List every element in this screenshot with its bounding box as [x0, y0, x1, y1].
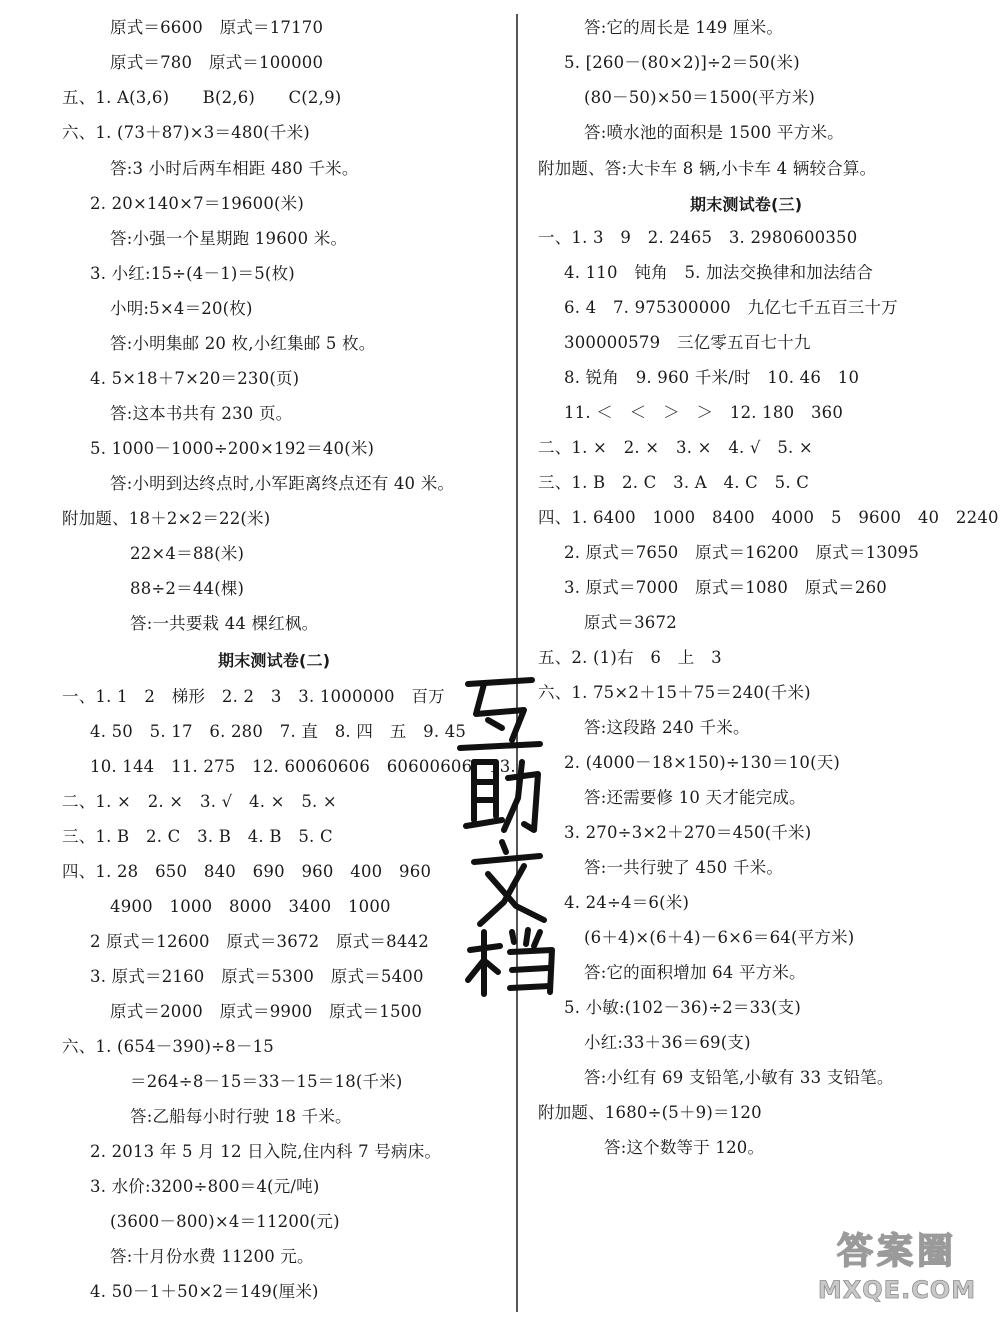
answer-line: 11. ＜ ＜ ＞ ＞ 12. 180 360	[564, 403, 844, 422]
answer-line: (6＋4)×(6＋4)－6×6＝64(平方米)	[584, 928, 855, 947]
answer-line: 300000579 三亿零五百七十九	[564, 333, 811, 352]
answer-line: ＝264÷8－15＝33－15＝18(千米)	[130, 1072, 403, 1091]
answer-line: 二、1. × 2. × 3. × 4. √ 5. ×	[538, 438, 813, 457]
answer-line: 5. [260－(80×2)]÷2＝50(米)	[564, 53, 800, 72]
watermark-url: MXQE.COM	[817, 1276, 977, 1304]
answer-line: 3. 270÷3×2＋270＝450(千米)	[564, 823, 812, 842]
answer-line: 答:乙船每小时行驶 18 千米。	[130, 1107, 352, 1126]
answer-line: 答:还需要修 10 天才能完成。	[584, 788, 806, 807]
answer-line: 小明:5×4＝20(枚)	[110, 299, 253, 318]
answer-line: 答:一共行驶了 450 千米。	[584, 858, 784, 877]
section-title: 期末测试卷(三)	[690, 195, 803, 214]
answer-line: 三、1. B 2. C 3. B 4. B 5. C	[62, 827, 333, 846]
answer-line: 3. 原式＝2160 原式＝5300 原式＝5400	[90, 967, 424, 986]
answer-line: 4. 24÷4＝6(米)	[564, 893, 690, 912]
answer-line: 88÷2＝44(棵)	[130, 579, 245, 598]
answer-line: 答:这个数等于 120。	[604, 1138, 765, 1157]
answer-line: 3. 小红:15÷(4－1)＝5(枚)	[90, 264, 295, 283]
answer-line: 2 原式＝12600 原式＝3672 原式＝8442	[90, 932, 429, 951]
answer-line: 答:小强一个星期跑 19600 米。	[110, 229, 348, 248]
answer-line: 四、1. 28 650 840 690 960 400 960	[62, 862, 432, 881]
answer-line: 4900 1000 8000 3400 1000	[110, 897, 391, 916]
answer-line: 8. 锐角 9. 960 千米/时 10. 46 10	[564, 368, 860, 387]
answer-line: 答:3 小时后两车相距 480 千米。	[110, 159, 359, 178]
answer-line: 2. 2013 年 5 月 12 日入院,住内科 7 号病床。	[90, 1142, 442, 1161]
answer-line: 答:一共要栽 44 棵红枫。	[130, 614, 319, 633]
answer-line: 原式＝3672	[584, 613, 677, 632]
answer-line: 4. 50 5. 17 6. 280 7. 直 8. 四 五 9. 45	[90, 722, 467, 741]
answer-line: 22×4＝88(米)	[130, 544, 245, 563]
watermark-logo: 答案圈	[836, 1231, 957, 1272]
answer-line: 答:十月份水费 11200 元。	[110, 1247, 314, 1266]
answer-line: 原式＝780 原式＝100000	[110, 53, 324, 72]
answer-line: 附加题、答:大卡车 8 辆,小卡车 4 辆较合算。	[538, 159, 877, 178]
answer-line: 四、1. 6400 1000 8400 4000 5 9600 40 2240	[538, 508, 999, 527]
answer-line: (80－50)×50＝1500(平方米)	[584, 88, 816, 107]
answer-line: 6. 4 7. 975300000 九亿七千五百三十万	[564, 298, 898, 317]
answer-line: 3. 水价:3200÷800＝4(元/吨)	[90, 1177, 320, 1196]
handwritten-stamp	[440, 670, 580, 1000]
answer-line: 六、1. (654－390)÷8－15	[62, 1037, 274, 1056]
answer-line: 五、2. (1)右 6 上 3	[538, 648, 722, 667]
answer-line: 五、1. A(3,6) B(2,6) C(2,9)	[62, 88, 342, 107]
answer-line: 5. 小敏:(102－36)÷2＝33(支)	[564, 998, 802, 1017]
answer-line: 2. 原式＝7650 原式＝16200 原式＝13095	[564, 543, 920, 562]
answer-line: 答:喷水池的面积是 1500 平方米。	[584, 123, 844, 142]
answer-line: 六、1. 75×2＋15＋75＝240(千米)	[538, 683, 811, 702]
answer-line: 10. 144 11. 275 12. 60060606 60600606 13.	[90, 757, 516, 776]
answer-line: 答:小红有 69 支铅笔,小敏有 33 支铅笔。	[584, 1068, 894, 1087]
answer-line: 二、1. × 2. × 3. √ 4. × 5. ×	[62, 792, 337, 811]
answer-line: 一、1. 3 9 2. 2465 3. 2980600350	[538, 228, 858, 247]
answer-line: (3600－800)×4＝11200(元)	[110, 1212, 340, 1231]
answer-line: 4. 5×18＋7×20＝230(页)	[90, 369, 300, 388]
answer-line: 2. 20×140×7＝19600(米)	[90, 194, 304, 213]
answer-line: 六、1. (73＋87)×3＝480(千米)	[62, 123, 310, 142]
column-divider	[516, 14, 518, 1312]
answer-line: 小红:33＋36＝69(支)	[584, 1033, 751, 1052]
answer-line: 一、1. 1 2 梯形 2. 2 3 3. 1000000 百万	[62, 687, 445, 706]
answer-line: 3. 原式＝7000 原式＝1080 原式＝260	[564, 578, 887, 597]
answer-line: 原式＝2000 原式＝9900 原式＝1500	[110, 1002, 423, 1021]
answer-line: 答:它的周长是 149 厘米。	[584, 18, 784, 37]
answer-line: 附加题、1680÷(5＋9)＝120	[538, 1103, 762, 1122]
answer-line: 答:小明集邮 20 枚,小红集邮 5 枚。	[110, 334, 376, 353]
answer-line: 5. 1000－1000÷200×192＝40(米)	[90, 439, 375, 458]
section-title: 期末测试卷(二)	[218, 651, 331, 670]
watermark	[802, 1229, 992, 1319]
answer-line: 4. 110 钝角 5. 加法交换律和加法结合	[564, 263, 874, 282]
answer-line: 答:小明到达终点时,小军距离终点还有 40 米。	[110, 474, 455, 493]
answer-line: 附加题、18＋2×2＝22(米)	[62, 509, 271, 528]
answer-line: 答:它的面积增加 64 平方米。	[584, 963, 806, 982]
answer-line: 4. 50－1＋50×2＝149(厘米)	[90, 1282, 319, 1301]
answer-line: 三、1. B 2. C 3. A 4. C 5. C	[538, 473, 810, 492]
answer-line: 2. (4000－18×150)÷130＝10(天)	[564, 753, 841, 772]
answer-line: 答:这本书共有 230 页。	[110, 404, 293, 423]
answer-line: 原式＝6600 原式＝17170	[110, 18, 324, 37]
answer-line: 答:这段路 240 千米。	[584, 718, 750, 737]
